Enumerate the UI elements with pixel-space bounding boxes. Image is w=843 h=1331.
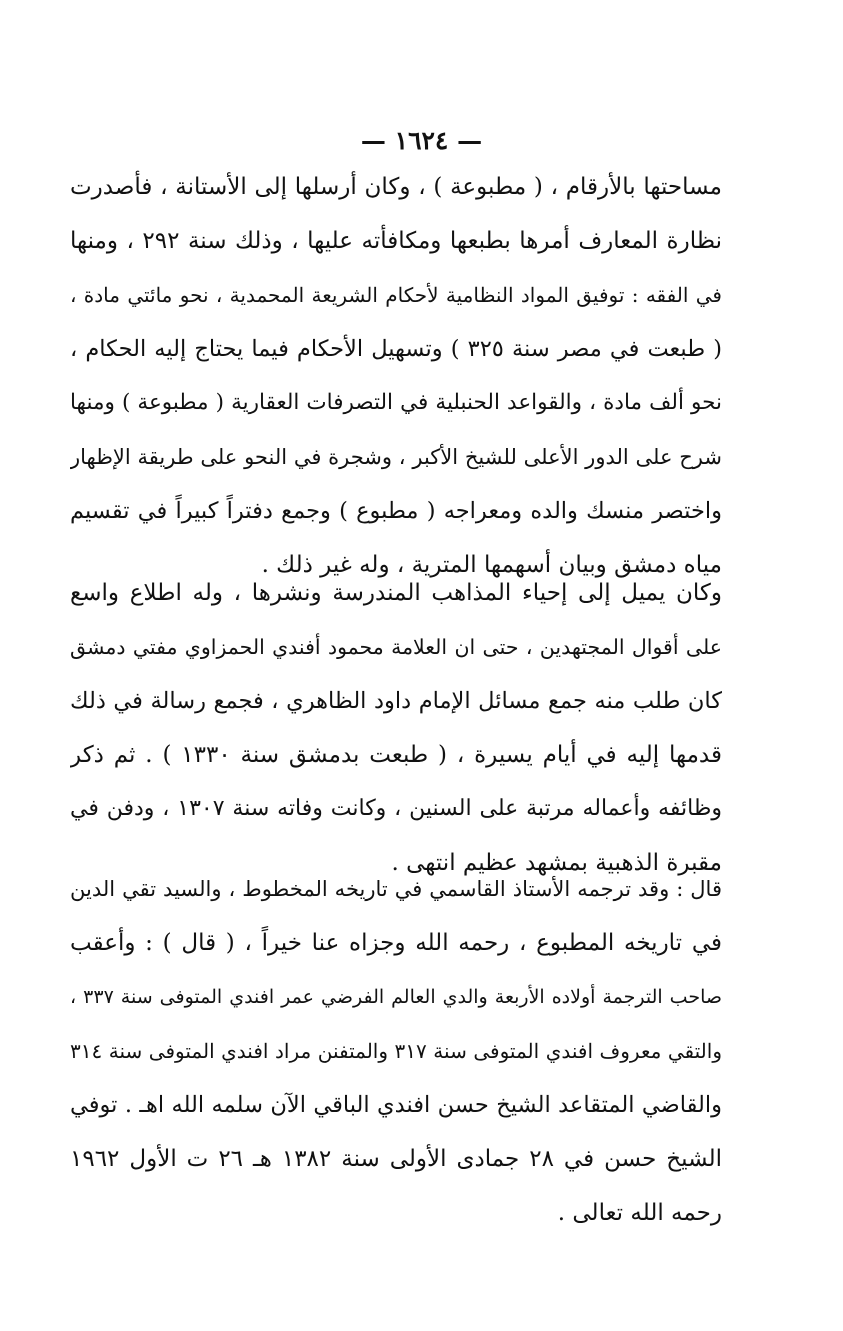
text-line: قدمها إليه في أيام يسيرة ، ( طبعت بدمشق سنة ١٣٣٠ ) . ثم ذكر bbox=[70, 742, 722, 768]
text-line: مياه دمشق وبيان أسهمها المترية ، وله غير ذلك . bbox=[261, 552, 722, 578]
text-line: صاحب الترجمة أولاده الأربعة والدي العالم الفرضي عمر افندي المتوفى سنة ٣٣٧ ، bbox=[70, 986, 722, 1008]
text-line: قال : وقد ترجمه الأستاذ القاسمي في تاريخه المخطوط ، والسيد تقي الدين bbox=[70, 877, 722, 901]
text-line: على أقوال المجتهدين ، حتى ان العلامة محمود أفندي الحمزاوي مفتي دمشق bbox=[70, 635, 722, 659]
text-line: مقبرة الذهبية بمشهد عظيم انتهى . bbox=[391, 850, 722, 876]
text-line: في تاريخه المطبوع ، رحمه الله وجزاه عنا خيراً ، ( قال ) : وأعقب bbox=[70, 930, 722, 956]
text-line: وكان يميل إلى إحياء المذاهب المندرسة ونشرها ، وله اطلاع واسع bbox=[70, 580, 722, 606]
paragraph-1 bbox=[70, 160, 722, 592]
text-line: نظارة المعارف أمرها بطبعها ومكافأته عليها ، وذلك سنة ٢٩٢ ، ومنها bbox=[70, 228, 722, 254]
text-line: ( طبعت في مصر سنة ٣٢٥ ) وتسهيل الأحكام فيما يحتاج إليه الحكام ، bbox=[70, 336, 722, 362]
text-line: واختصر منسك والده ومعراجه ( مطبوع ) وجمع دفتراً كبيراً في تقسيم bbox=[70, 498, 722, 524]
paragraph-3 bbox=[70, 862, 722, 1240]
text-line: والتقي معروف افندي المتوفى سنة ٣١٧ والمتفنن مراد افندي المتوفى سنة ٣١٤ bbox=[70, 1039, 722, 1063]
text-line: مساحتها بالأرقام ، ( مطبوعة ) ، وكان أرسلها إلى الأستانة ، فأصدرت bbox=[70, 174, 722, 200]
text-line: والقاضي المتقاعد الشيخ حسن افندي الباقي الآن سلمه الله اهـ . توفي bbox=[70, 1092, 722, 1118]
text-line: شرح على الدور الأعلى للشيخ الأكبر ، وشجرة في النحو على طريقة الإظهار bbox=[70, 445, 722, 469]
paragraph-2 bbox=[70, 566, 722, 890]
text-line: نحو ألف مادة ، والقواعد الحنبلية في التصرفات العقارية ( مطبوعة ) ومنها bbox=[70, 390, 722, 415]
text-line: رحمه الله تعالى . bbox=[557, 1200, 722, 1226]
text-line: الشيخ حسن في ٢٨ جمادى الأولى سنة ١٣٨٢ هـ ٢٦ ت الأول ١٩٦٢ bbox=[70, 1146, 722, 1172]
text-line: كان طلب منه جمع مسائل الإمام داود الظاهري ، فجمع رسالة في ذلك bbox=[70, 688, 722, 714]
text-line: في الفقه : توفيق المواد النظامية لأحكام الشريعة المحمدية ، نحو مائتي مادة ، bbox=[70, 283, 722, 307]
page-number: — ١٦٢٤ — bbox=[360, 126, 483, 155]
text-line: وظائفه وأعماله مرتبة على السنين ، وكانت وفاته سنة ١٣٠٧ ، ودفن في bbox=[70, 796, 722, 821]
